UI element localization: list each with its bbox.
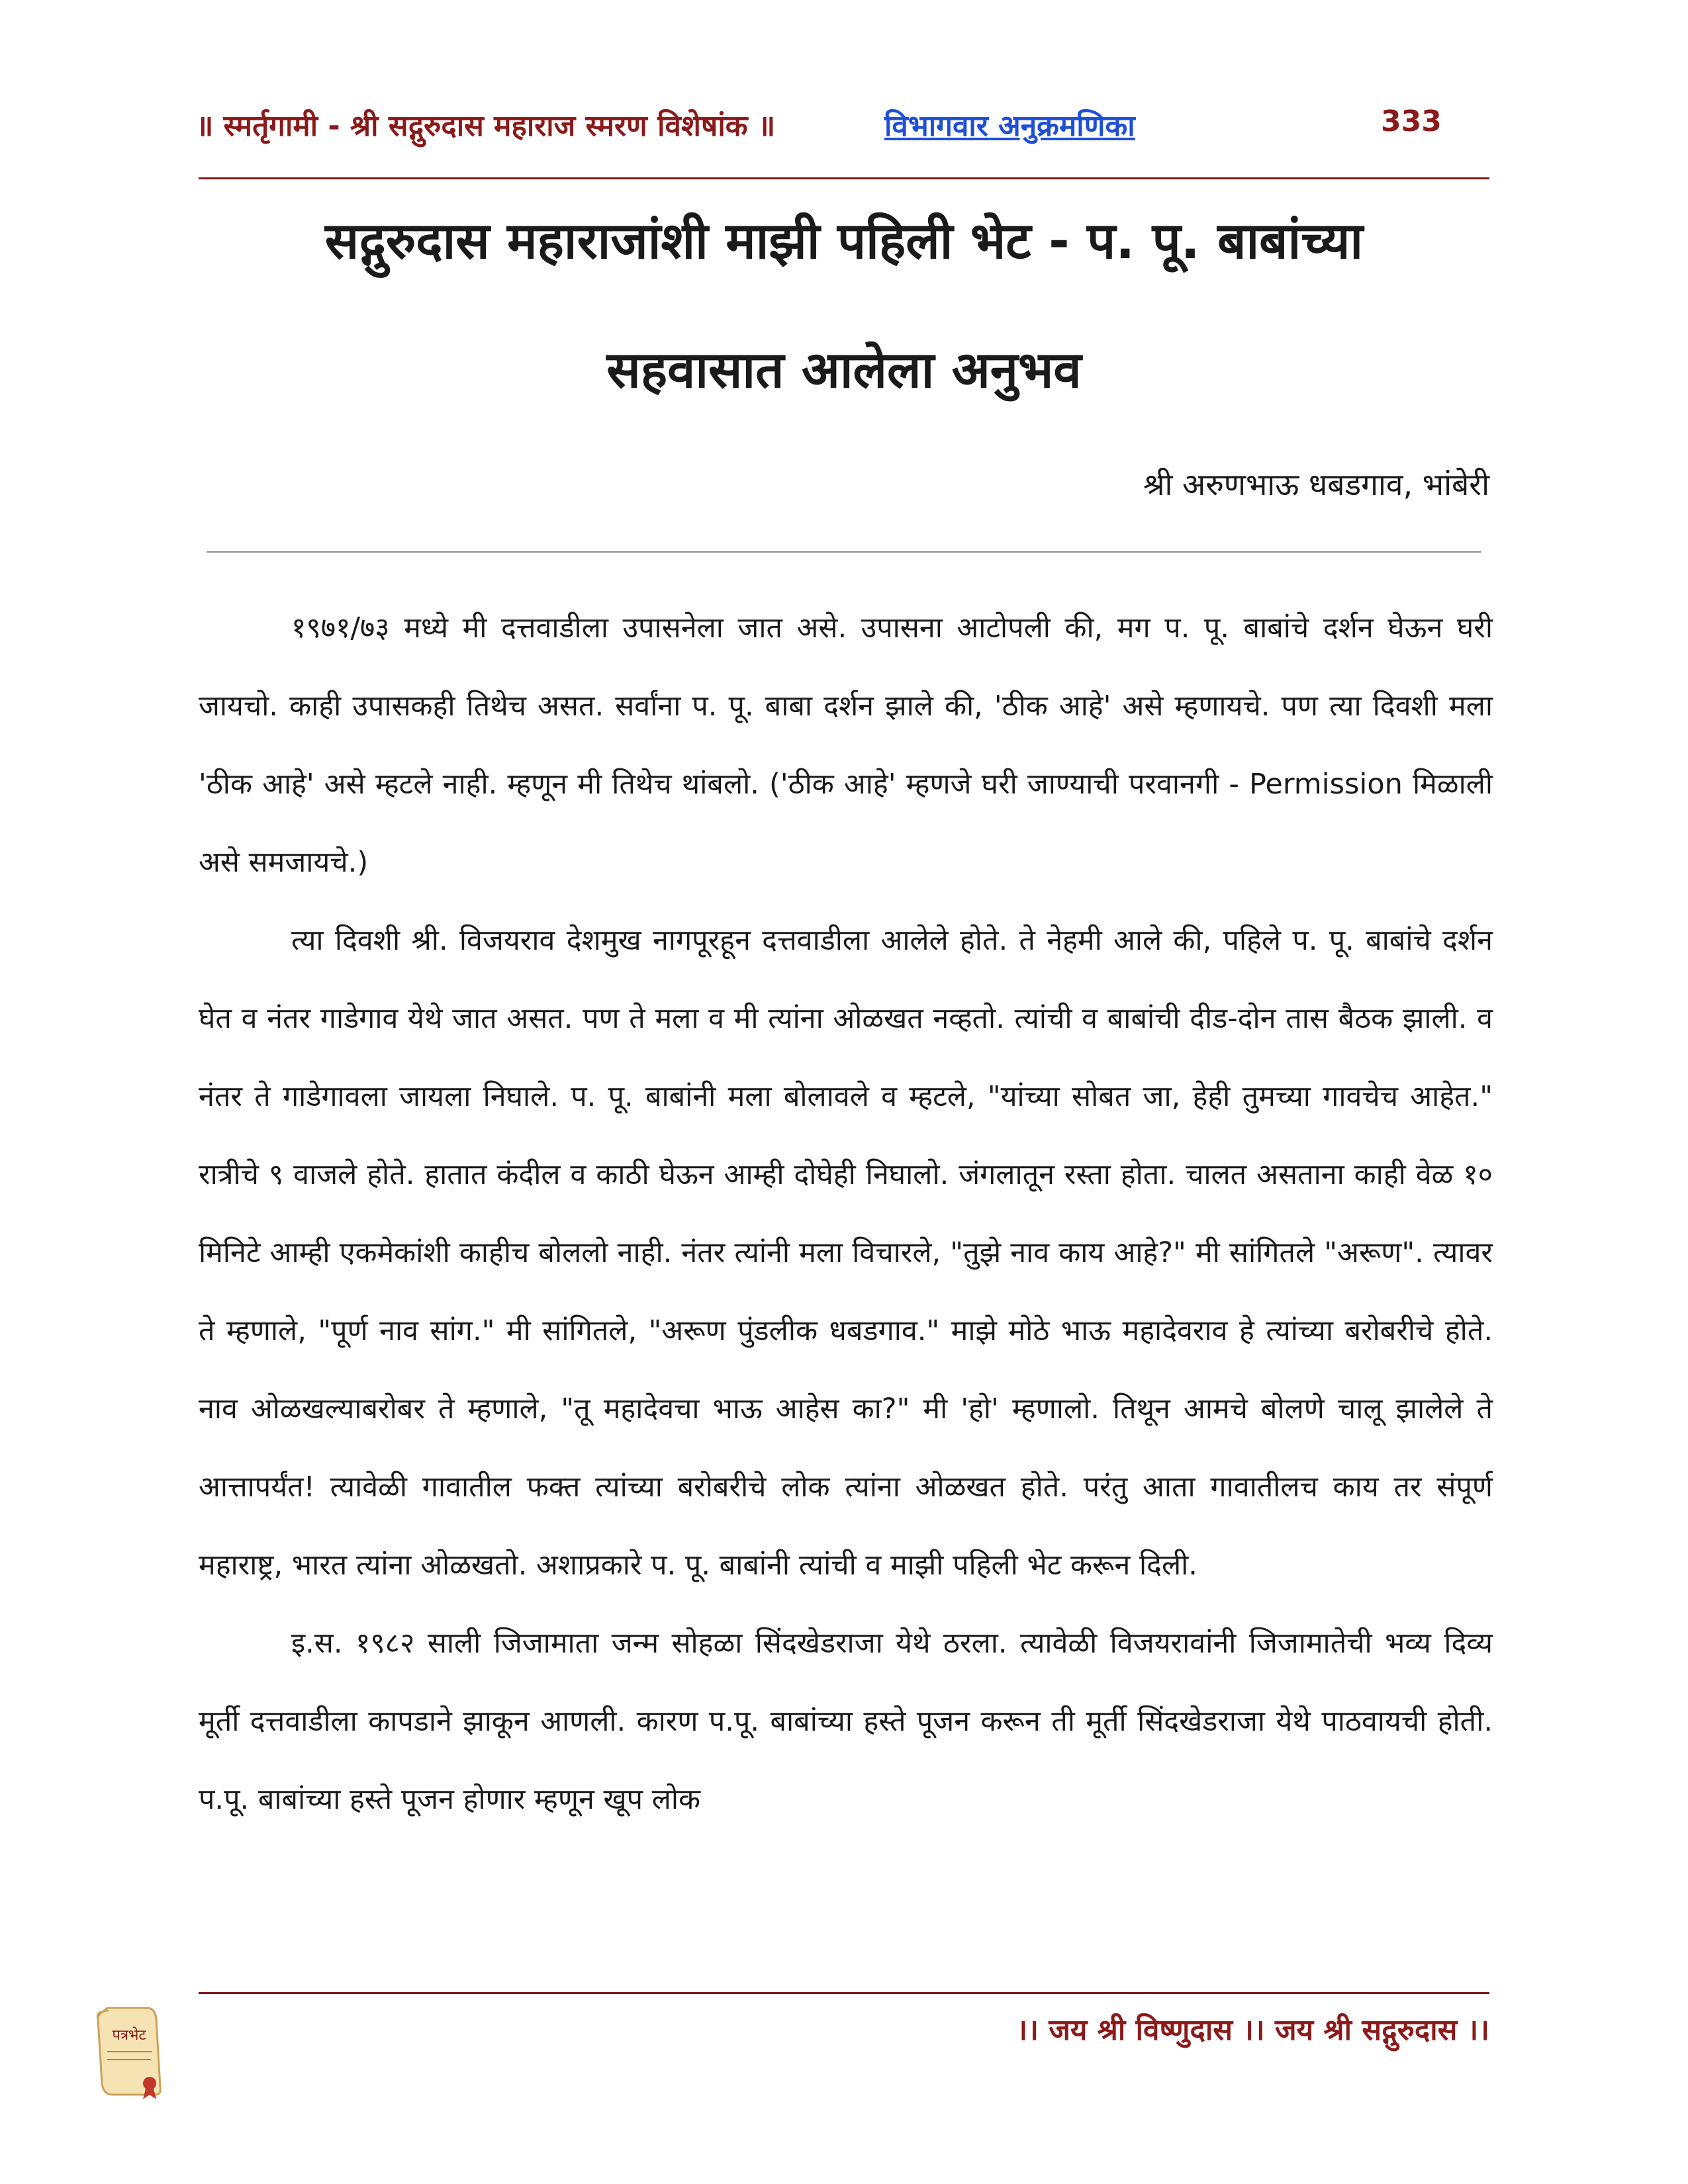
paragraph: इ.स. १९८२ साली जिजामाता जन्म सोहळा सिंदखेडराजा येथे ठरला. त्यावेळी विजयरावांनी जिजामातेची भव्य दिव्य मूर्ती दत्तवाडीला कापडाने झाकून आणली. कारण प.पू. बाबांच्या हस्ते पूजन करून ती मूर्ती सिंदखेडराजा येथे पाठवायची होती. प.पू. बाबांच्या हस्ते पूजन होणार म्हणून खूप लोक <box>199 1627 1493 1816</box>
header-divider <box>199 177 1489 179</box>
article-title-line2: सहवासात आलेला अनुभव <box>606 340 1082 399</box>
paragraph: त्या दिवशी श्री. विजयराव देशमुख नागपूरहून दत्तवाडीला आलेले होते. ते नेहमी आले की, पहिले प. पू. बाबांचे दर्शन घेत व नंतर गाडेगाव येथे जात असत. पण ते मला व मी त्यांना ओळखत नव्हतो. त्यांची व बाबांची दीड-दोन तास बैठक झाली. व नंतर ते गाडेगावला जायला निघाले. प. पू. बाबांनी मला बोलावले व म्हटले, "यांच्या सोबत जा, हेही तुमच्या गावचेच आहेत." रात्रीचे ९ वाजले होते. हातात कंदील व काठी घेऊन आम्ही दोघेही निघालो. जंगलातून रस्ता होता. चालत असताना काही वेळ १० मिनिटे आम्ही एकमेकांशी काहीच बोललो नाही. नंतर त्यांनी मला विचारले, "तुझे नाव काय आहे?" मी सांगितले "अरूण". त्यावर ते म्हणाले, "पूर्ण नाव सांग." मी सांगितले, "अरूण पुंडलीक धबडगाव." माझे मोठे भाऊ महादेवराव हे त्यांच्या बरोबरीचे होते. नाव ओळखल्याबरोबर ते म्हणाले, "तू महादेवचा भाऊ आहेस का?" मी 'हो' म्हणालो. तिथून आमचे बोलणे चालू झालेले ते आत्तापर्यंत! त्यावेळी गावातील फक्त त्यांच्या बरोबरीचे लोक त्यांना ओळखत होते. परंतु आता गावातीलच काय तर संपूर्ण महाराष्ट्र, भारत त्यांना ओळखतो. अशाप्रकारे प. पू. बाबांनी त्यांची व माझी पहिली भेट करून दिली. <box>199 924 1493 1582</box>
logo-text: पत्रभेट <box>112 2027 146 2044</box>
article-author: श्री अरुणभाऊ धबडगाव, भांबेरी <box>1143 467 1489 502</box>
paragraph: १९७१/७३ मध्ये मी दत्तवाडीला उपासनेला जात असे. उपासना आटोपली की, मग प. पू. बाबांचे दर्शन घेऊन घरी जायचो. काही उपासकही तिथेच असत. सर्वांना प. पू. बाबा दर्शन झाले की, 'ठीक आहे' असे म्हणायचे. पण त्या दिवशी मला 'ठीक आहे' असे म्हटले नाही. म्हणून मी तिथेच थांबलो. ('ठीक आहे' म्हणजे घरी जाण्याची परवानगी - Permission मिळाली असे समजायचे.) <box>199 612 1493 879</box>
index-link[interactable]: विभागवार अनुक्रमणिका <box>884 109 1135 143</box>
page-number: 333 <box>1381 105 1442 138</box>
page-header <box>196 99 1487 152</box>
footer-divider <box>199 1992 1489 1994</box>
article-body <box>199 589 1493 1839</box>
article-title-line1: सद्गुरुदास महाराजांशी माझी पहिली भेट - प. पू. बाबांच्या <box>324 211 1364 270</box>
footer-text: ।। जय श्री विष्णुदास ।। जय श्री सद्गुरुदास ।। <box>1016 2013 1489 2047</box>
magazine-title: ॥ स्मर्तृगामी - श्री सद्गुरुदास महाराज स्मरण विशेषांक ॥ <box>196 109 776 143</box>
patrabhet-logo-icon <box>93 1999 165 2101</box>
title-divider <box>207 551 1481 553</box>
